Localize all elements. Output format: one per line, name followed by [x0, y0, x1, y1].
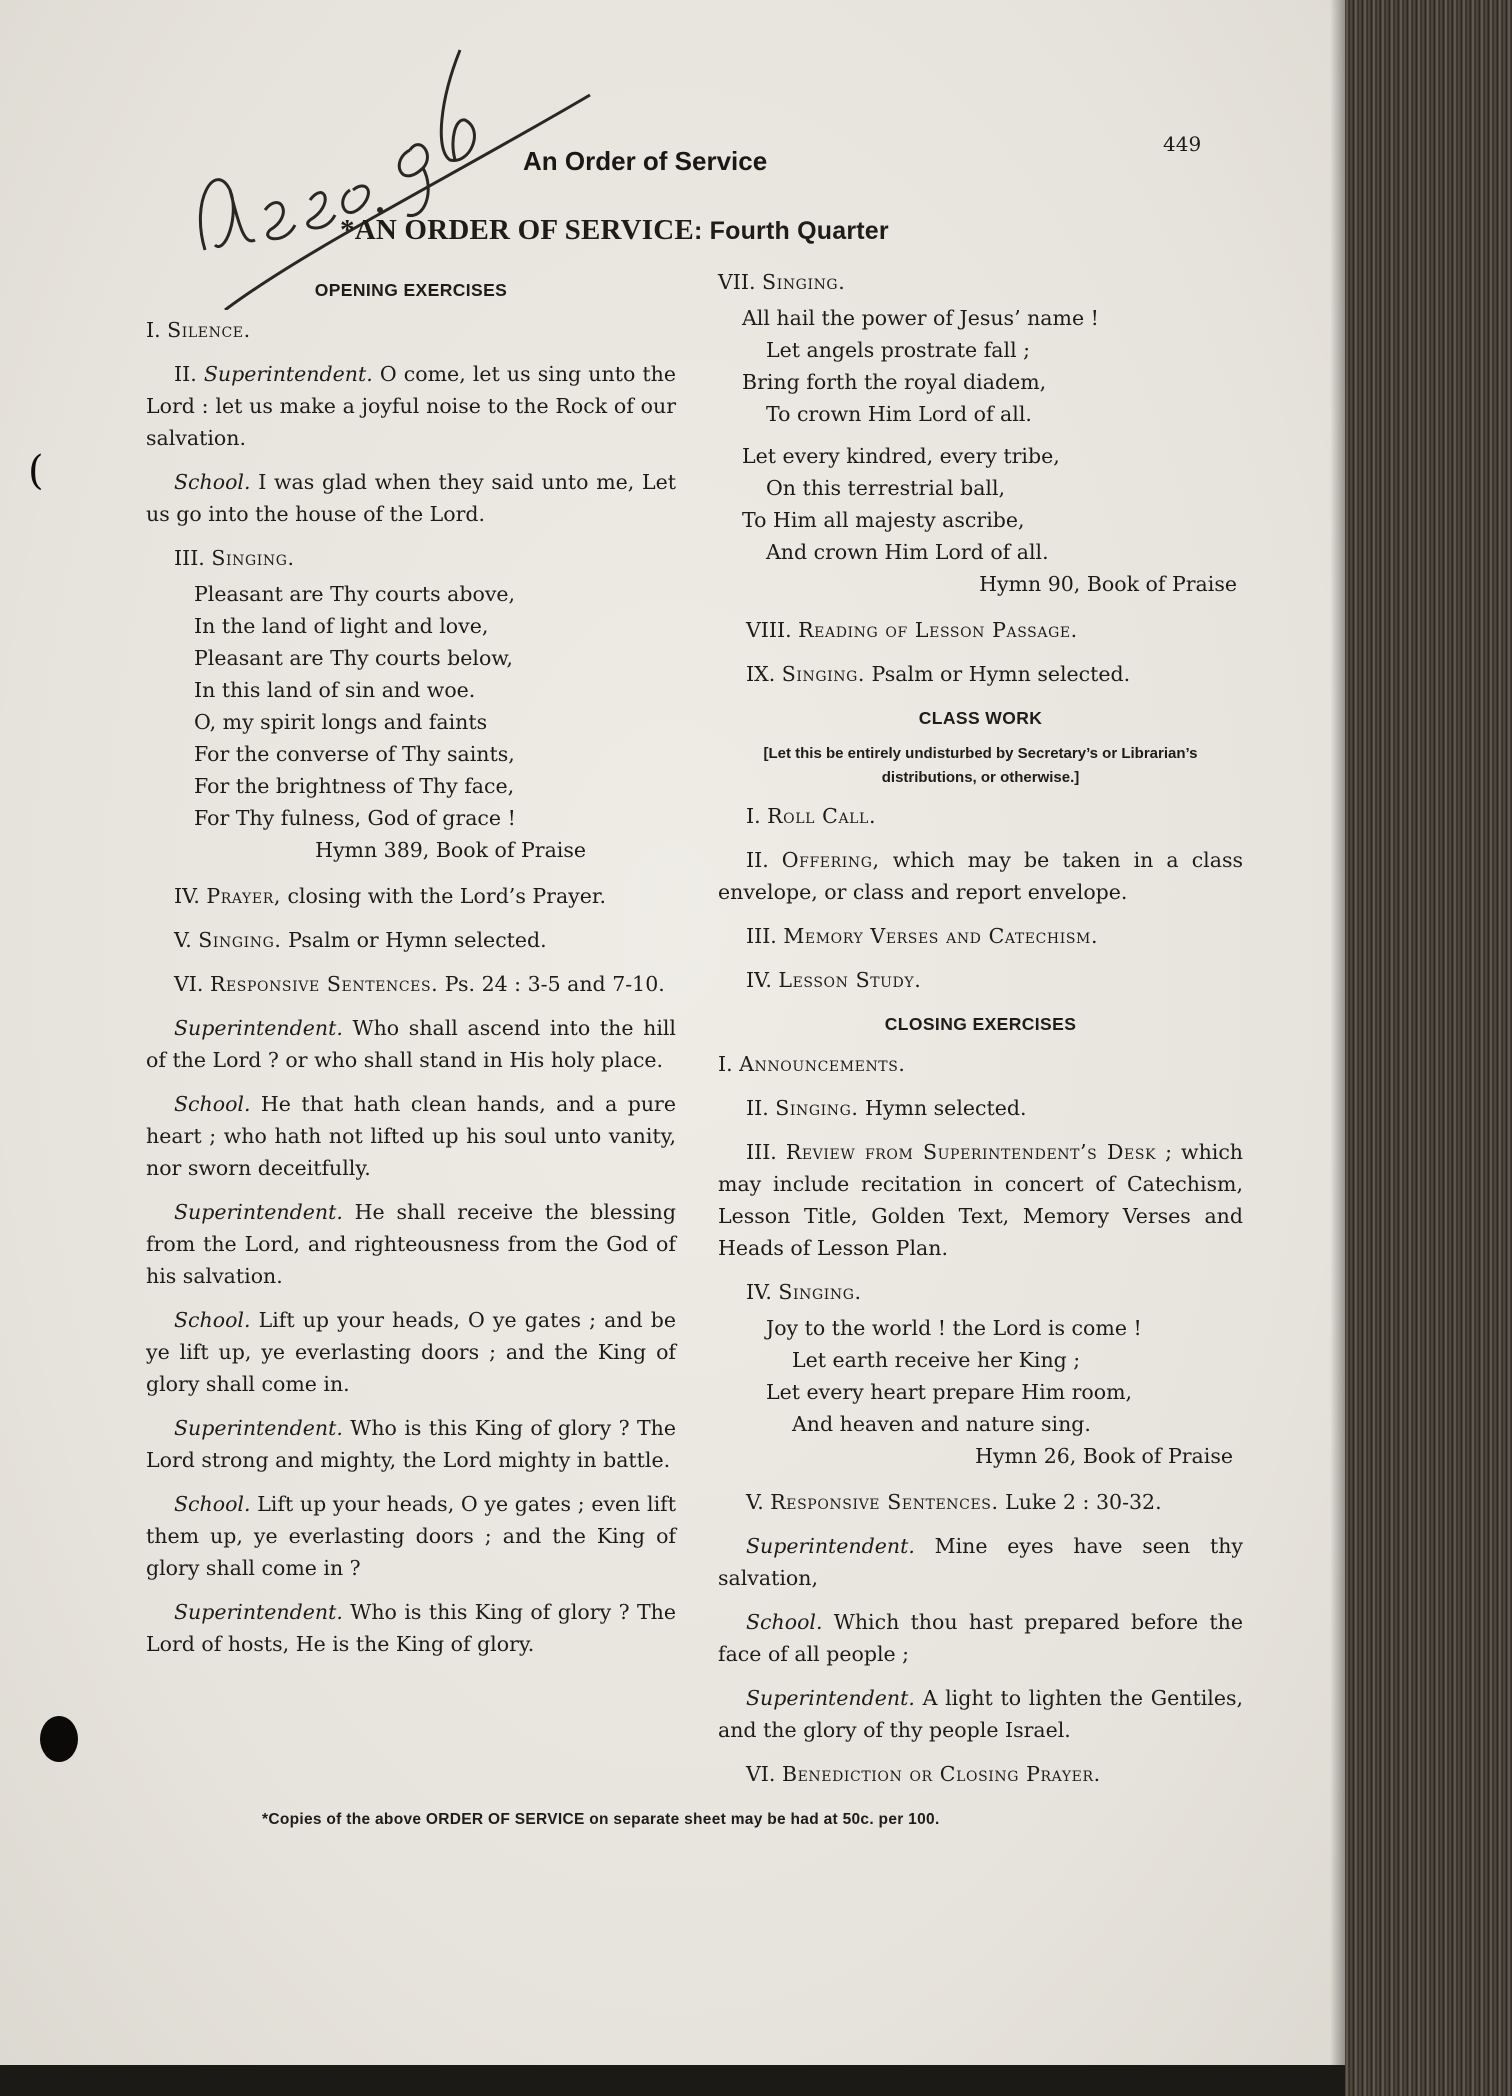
closing-item-1 [718, 1048, 1243, 1080]
item-text: ; which may include recitation in concert of Catechism, Lesson Title, Golden Text, Memory Verses and Heads of Lesson Plan. [718, 1140, 1244, 1260]
item-label: Singing. [775, 1096, 859, 1120]
item-number: IV. [746, 1280, 779, 1304]
responsive-sentence [146, 1088, 676, 1184]
scan-border [0, 2065, 1345, 2096]
hymn-line: Joy to the world ! the Lord is come ! [766, 1316, 1142, 1340]
hymn-line: All hail the power of Jesus’ name ! [742, 306, 1099, 330]
item-number: IX. [746, 662, 782, 686]
responsive-sentence [718, 1682, 1243, 1746]
item-number: I. [746, 804, 768, 828]
speaker-role: Superintendent. [746, 1534, 915, 1558]
page-number: 449 [1163, 132, 1202, 156]
item-label: Benediction or Closing Prayer. [781, 1762, 1101, 1786]
speaker-role: Superintendent. [174, 1200, 343, 1224]
hymn-line: And heaven and nature sing. [792, 1412, 1091, 1436]
item-text: Hymn selected. [858, 1096, 1027, 1120]
speaker-role: School. [174, 1492, 251, 1516]
opening-item-8 [718, 614, 1243, 646]
speaker-role: Superintendent. [174, 1600, 343, 1624]
responsive-sentence [718, 1530, 1243, 1594]
item-number: IV. [174, 884, 207, 908]
item-number: VII. [718, 270, 763, 294]
hymn-line: Pleasant are Thy courts above, [194, 582, 516, 606]
right-column [718, 266, 1243, 1802]
item-number: III. [746, 1140, 786, 1164]
opening-item-6 [146, 968, 676, 1000]
item-text: which may be taken in a class envelope, or class and report envelope. [718, 848, 1243, 904]
hymn-line: To crown Him Lord of all. [766, 402, 1032, 426]
hymn-line: Let earth receive her King ; [792, 1348, 1081, 1372]
class-item-1 [718, 800, 1243, 832]
item-label: Reading of Lesson Passage. [798, 618, 1078, 642]
item-number: III. [746, 924, 784, 948]
hymn-citation: Hymn 90, Book of Praise [979, 572, 1237, 596]
hymn-line: For Thy fulness, God of grace ! [194, 806, 516, 830]
hymn-389 [146, 578, 676, 866]
hymn-90 [718, 302, 1243, 600]
item-text: Luke 2 : 30-32. [998, 1490, 1162, 1514]
opening-item-7 [718, 266, 1243, 298]
item-text: Mine eyes have seen thy salvation, [718, 1534, 1243, 1590]
closing-item-4 [718, 1276, 1243, 1308]
hymn-line: In this land of sin and woe. [194, 678, 476, 702]
opening-item-5 [146, 924, 676, 956]
class-item-3 [718, 920, 1243, 952]
item-label: Prayer, [206, 884, 281, 908]
hymn-line: Pleasant are Thy courts below, [194, 646, 513, 670]
speaker-role: Superintendent. [174, 1016, 343, 1040]
hymn-line: In the land of light and love, [194, 614, 489, 638]
opening-item-9 [718, 658, 1243, 690]
class-work-heading: CLASS WORK [918, 708, 1043, 728]
item-label: Silence. [167, 318, 251, 342]
item-text: He shall receive the blessing from the Lord, and righteousness from the God of his salvation. [146, 1200, 676, 1288]
speaker-role: School. [746, 1610, 823, 1634]
opening-item-3 [146, 542, 676, 574]
closing-item-3 [718, 1136, 1243, 1264]
item-text: Who is this King of glory ? The Lord strong and mighty, the Lord mighty in battle. [146, 1416, 676, 1472]
book-page-edges [1345, 0, 1512, 2096]
item-label: Offering, [781, 848, 880, 872]
hymn-26 [718, 1312, 1243, 1472]
responsive-sentence [146, 1012, 676, 1076]
running-title: An Order of Service [523, 146, 768, 176]
footnote: *Copies of the above ORDER OF SERVICE on separate sheet may be had at 50c. per 100. [262, 1811, 940, 1828]
punch-hole-icon [40, 1716, 78, 1762]
item-number: VI. [174, 972, 210, 996]
hymn-line: Let every kindred, every tribe, [742, 444, 1060, 468]
item-text: Lift up your heads, O ye gates ; even lift them up, ye everlasting doors ; and the King of glory shall come in ? [146, 1492, 676, 1580]
title-sub: : Fourth Quarter [693, 217, 889, 245]
item-number: II. [746, 848, 782, 872]
left-column [146, 270, 676, 1672]
opening-item-1 [146, 314, 676, 346]
closing-item-2 [718, 1092, 1243, 1124]
responsive-sentence [718, 1606, 1243, 1670]
hymn-line: For the converse of Thy saints, [194, 742, 515, 766]
speaker-role: Superintendent. [203, 362, 373, 386]
hymn-citation: Hymn 389, Book of Praise [315, 838, 586, 862]
closing-item-5 [718, 1486, 1243, 1518]
title-main: *AN ORDER OF SERVICE [340, 214, 694, 246]
item-text: O come, let us sing unto the Lord : let us make a joyful noise to the Rock of our salvation. [146, 362, 676, 450]
item-text: Who is this King of glory ? The Lord of hosts, He is the King of glory. [146, 1600, 676, 1656]
hymn-line: And crown Him Lord of all. [766, 540, 1049, 564]
hymn-line: Let angels prostrate fall ; [766, 338, 1031, 362]
hymn-line: O, my spirit longs and faints [194, 710, 488, 734]
hymn-line: Bring forth the royal diadem, [742, 370, 1047, 394]
item-label: Singing. [781, 662, 866, 686]
item-number: V. [746, 1490, 771, 1514]
item-text: Psalm or Hymn selected. [281, 928, 547, 952]
speaker-role: School. [174, 470, 251, 494]
item-label: Memory Verses and Catechism. [783, 924, 1099, 948]
item-label: Responsive Sentences. [770, 1490, 999, 1514]
item-number: I. [718, 1052, 740, 1076]
item-text: closing with the Lord’s Prayer. [280, 884, 606, 908]
hymn-line: To Him all majesty ascribe, [742, 508, 1025, 532]
item-label: Singing. [778, 1280, 862, 1304]
hymn-citation: Hymn 26, Book of Praise [975, 1444, 1233, 1468]
item-label: Singing. [762, 270, 846, 294]
item-label: Singing. [198, 928, 282, 952]
item-number: III. [174, 546, 212, 570]
responsive-sentence [146, 1596, 676, 1660]
item-number: VI. [746, 1762, 782, 1786]
hymn-line: For the brightness of Thy face, [194, 774, 515, 798]
speaker-role: Superintendent. [174, 1416, 343, 1440]
item-text: A light to lighten the Gentiles, and the glory of thy people Israel. [718, 1686, 1243, 1742]
item-number: V. [174, 928, 199, 952]
speaker-role: School. [174, 1092, 251, 1116]
responsive-sentence [146, 1196, 676, 1292]
item-text: He that hath clean hands, and a pure heart ; who hath not lifted up his soul unto vanity, nor sworn deceitfully. [146, 1092, 676, 1180]
item-text: Who shall ascend into the hill of the Lord ? or who shall stand in His holy place. [146, 1016, 676, 1072]
item-number: I. [146, 318, 168, 342]
item-text: Which thou hast prepared before the face of all people ; [718, 1610, 1243, 1666]
class-item-2 [718, 844, 1243, 908]
item-label: Announcements. [739, 1052, 906, 1076]
item-text: Psalm or Hymn selected. [865, 662, 1131, 686]
responsive-sentence [146, 1304, 676, 1400]
item-text: I was glad when they said unto me, Let us go into the house of the Lord. [146, 470, 676, 526]
item-text: Ps. 24 : 3-5 and 7-10. [438, 972, 665, 996]
item-label: Lesson Study. [778, 968, 922, 992]
responsive-sentence [146, 1488, 676, 1584]
item-text: Lift up your heads, O ye gates ; and be ye lift up, ye everlasting doors ; and the King of glory shall come in. [146, 1308, 676, 1396]
hymn-line: Let every heart prepare Him room, [766, 1380, 1133, 1404]
responsive-sentence [146, 1412, 676, 1476]
item-number: IV. [746, 968, 779, 992]
item-number: VIII. [746, 618, 799, 642]
item-number: II. [746, 1096, 776, 1120]
bracket-mark-icon: ( [28, 448, 44, 494]
page-title [340, 214, 889, 247]
closing-exercises-heading: CLOSING EXERCISES [884, 1014, 1077, 1034]
speaker-role: Superintendent. [746, 1686, 915, 1710]
item-label: Singing. [211, 546, 295, 570]
item-label: Review from Superintendent’s Desk [785, 1140, 1157, 1164]
hymn-line: On this terrestrial ball, [766, 476, 1006, 500]
opening-exercises-heading: OPENING EXERCISES [314, 280, 508, 300]
speaker-role: School. [174, 1308, 251, 1332]
class-work-note: [Let this be entirely undisturbed by Secretary’s or Librarian’s distributions, or otherwise.] [763, 745, 1198, 786]
closing-item-6 [718, 1758, 1243, 1790]
item-label: Roll Call. [767, 804, 877, 828]
item-label: Responsive Sentences. [209, 972, 439, 996]
class-item-4 [718, 964, 1243, 996]
opening-school-response [146, 466, 676, 530]
opening-item-2 [146, 358, 676, 454]
item-number: II. [174, 362, 204, 386]
opening-item-4 [146, 880, 676, 912]
